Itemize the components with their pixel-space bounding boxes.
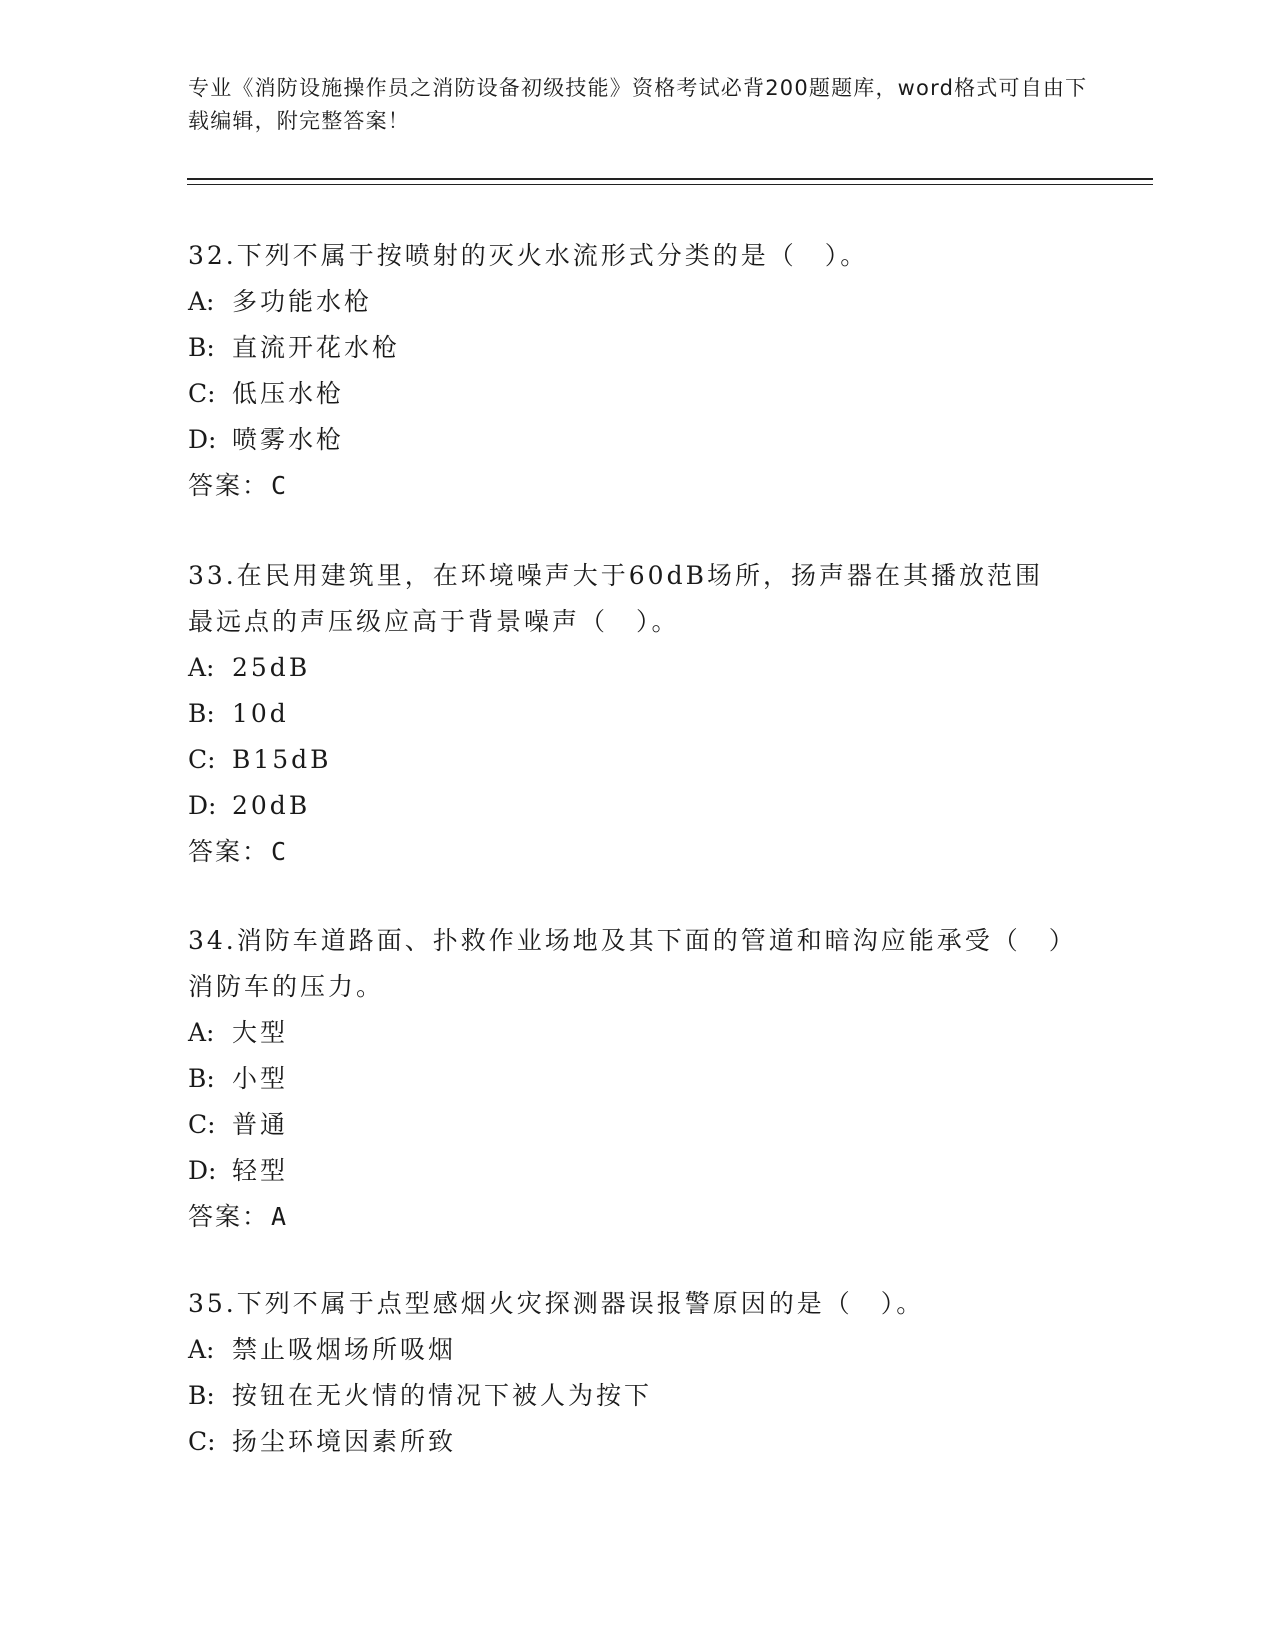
option-text: B15dB bbox=[232, 745, 332, 774]
option-letter: B: bbox=[188, 333, 215, 362]
option-text: 10d bbox=[232, 699, 289, 728]
option-letter: A: bbox=[188, 1018, 215, 1047]
option-letter: C: bbox=[188, 745, 216, 774]
option-b bbox=[188, 325, 1068, 371]
option-text: 小型 bbox=[232, 1064, 289, 1093]
option-text: 直流开花水枪 bbox=[232, 333, 401, 362]
document-header bbox=[188, 72, 1088, 138]
answer-label: 答案： bbox=[188, 471, 270, 500]
option-b bbox=[188, 1373, 1068, 1419]
option-letter: B: bbox=[188, 699, 215, 728]
question-text: 32.下列不属于按喷射的灭火水流形式分类的是（ ）。 bbox=[188, 241, 869, 270]
option-text: 禁止吸烟场所吸烟 bbox=[232, 1335, 457, 1364]
header-divider-thick bbox=[187, 178, 1153, 180]
option-text: 25dB bbox=[232, 653, 311, 682]
question-35 bbox=[188, 1281, 1068, 1465]
option-a bbox=[188, 1010, 1068, 1056]
option-a bbox=[188, 645, 1068, 691]
option-letter: B: bbox=[188, 1064, 215, 1093]
option-text: 喷雾水枪 bbox=[232, 425, 345, 454]
option-a bbox=[188, 1327, 1068, 1373]
document-title: 专业《消防设施操作员之消防设备初级技能》资格考试必背200题题库，word格式可自由下载编辑，附完整答案！ bbox=[188, 76, 1088, 133]
option-d bbox=[188, 1148, 1068, 1194]
option-letter: C: bbox=[188, 1427, 216, 1456]
question-text: 34.消防车道路面、扑救作业场地及其下面的管道和暗沟应能承受（ ）消防车的压力。 bbox=[188, 926, 1065, 1001]
question-33 bbox=[188, 553, 1068, 875]
option-a bbox=[188, 279, 1068, 325]
option-text: 低压水枪 bbox=[232, 379, 345, 408]
option-d bbox=[188, 417, 1068, 463]
option-text: 大型 bbox=[232, 1018, 289, 1047]
answer-line bbox=[188, 463, 1068, 509]
option-text: 多功能水枪 bbox=[232, 287, 373, 316]
option-letter: D: bbox=[188, 425, 217, 454]
option-text: 20dB bbox=[232, 791, 311, 820]
question-text: 33.在民用建筑里，在环境噪声大于60dB场所，扬声器在其播放范围最远点的声压级应高于背景噪声（ ）。 bbox=[188, 561, 1043, 636]
header-divider-thin bbox=[187, 184, 1153, 185]
answer-value: C bbox=[271, 471, 289, 500]
option-c bbox=[188, 1419, 1068, 1465]
answer-value: C bbox=[271, 837, 289, 866]
option-letter: A: bbox=[188, 287, 215, 316]
option-letter: D: bbox=[188, 1156, 217, 1185]
option-c bbox=[188, 737, 1068, 783]
option-letter: D: bbox=[188, 791, 217, 820]
option-letter: B: bbox=[188, 1381, 215, 1410]
option-b bbox=[188, 1056, 1068, 1102]
option-letter: C: bbox=[188, 1110, 216, 1139]
answer-line bbox=[188, 829, 1068, 875]
answer-line bbox=[188, 1194, 1068, 1240]
answer-value: A bbox=[271, 1202, 289, 1231]
option-text: 扬尘环境因素所致 bbox=[232, 1427, 457, 1456]
option-letter: C: bbox=[188, 379, 216, 408]
answer-label: 答案： bbox=[188, 837, 270, 866]
option-text: 按钮在无火情的情况下被人为按下 bbox=[232, 1381, 653, 1410]
question-32 bbox=[188, 233, 1068, 509]
option-c bbox=[188, 371, 1068, 417]
answer-label: 答案： bbox=[188, 1202, 270, 1231]
option-c bbox=[188, 1102, 1068, 1148]
option-b bbox=[188, 691, 1068, 737]
question-text: 35.下列不属于点型感烟火灾探测器误报警原因的是（ ）。 bbox=[188, 1289, 925, 1318]
option-letter: A: bbox=[188, 1335, 215, 1364]
option-d bbox=[188, 783, 1068, 829]
option-text: 普通 bbox=[232, 1110, 289, 1139]
option-text: 轻型 bbox=[232, 1156, 289, 1185]
question-34 bbox=[188, 918, 1068, 1240]
option-letter: A: bbox=[188, 653, 215, 682]
